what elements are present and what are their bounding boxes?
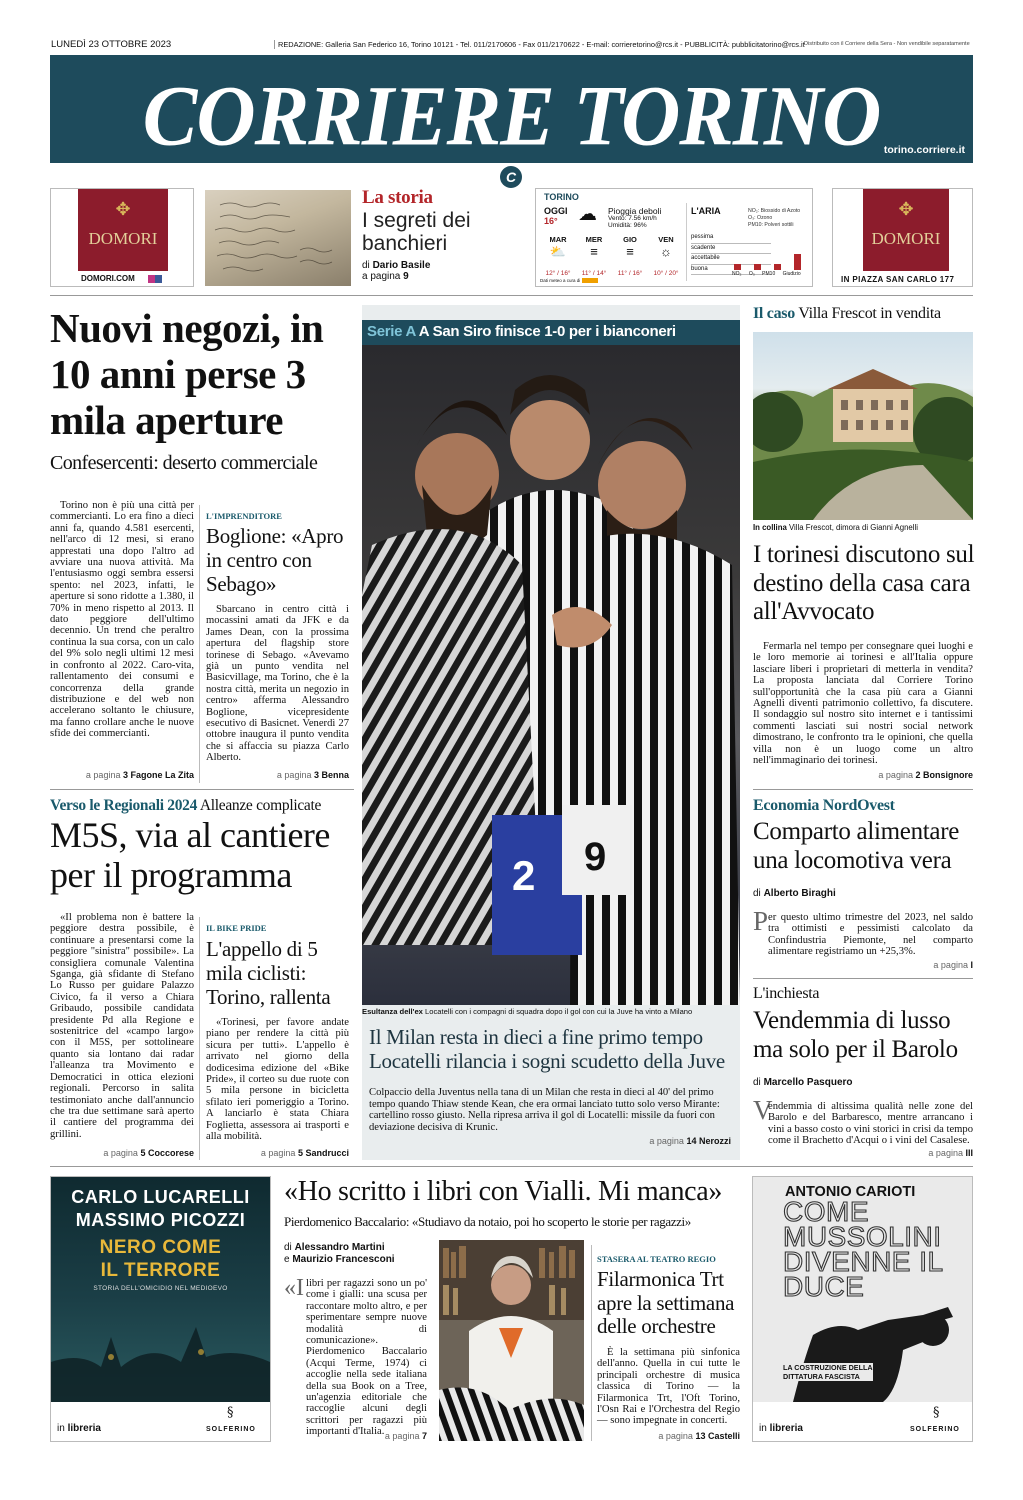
serie-a-body: Colpaccio della Juventus nella tana di un Milan che resta in dieci al 40' del primo tempo quando Thiaw stende Kean, che era ormai lanciato tutto solo verso Mirante: cartellino rosso giusto. Nella ripresa arriva il gol di Locatelli: missile da fuori con deviazione decisiva di Krunic. xyxy=(369,1087,720,1133)
weather-box xyxy=(535,188,813,287)
negozi-subtitle: Confesercenti: deserto commerciale xyxy=(50,452,318,474)
forecast-mer: MER ≡ 11° / 14° xyxy=(576,235,612,277)
book-right-in-libreria: in libreria xyxy=(759,1423,803,1434)
frescot-caption: In collina Villa Frescot, dimora di Gianni Agnelli xyxy=(753,523,918,532)
vendemmia-headline[interactable]: Vendemmia di lusso ma solo per il Barolo xyxy=(753,1007,958,1063)
filarmonica-kicker: STASERA AL TEATRO REGIO xyxy=(597,1254,716,1264)
economia-kicker: Economia NordOvest xyxy=(753,797,895,814)
domori-brand: DOMORI xyxy=(871,229,941,248)
book-left-title2: IL TERRORE xyxy=(100,1260,221,1281)
economia-dropcap: P xyxy=(753,906,769,936)
la-storia-byline: di Dario Basile a pagina 9 xyxy=(362,260,431,282)
website-link[interactable]: torino.corriere.it xyxy=(883,144,965,156)
redazione-info: REDAZIONE: Galleria San Federico 16, Torino 10121 - Tel. 011/2170606 - Fax 011/2170622 - E-mail: corrieretorino@rcs.it - PUBBLICITÀ: pubblicitatorino@rcs.it xyxy=(274,40,805,49)
book-right-subtitle: LA COSTRUZIONE DELLA DITTATURA FASCISTA xyxy=(783,1363,873,1381)
domori-right-caption: IN PIAZZA SAN CARLO 177 xyxy=(841,275,955,284)
m5s-headline[interactable]: M5S, via al cantiere per il programma xyxy=(50,815,330,895)
book-right-cover-art xyxy=(753,1295,972,1402)
weather-city: TORINO xyxy=(544,192,579,202)
distribution-note: Distribuito con il Corriere della Sera - Non vendibile separatamente xyxy=(804,41,970,47)
book-ad-left[interactable] xyxy=(50,1176,271,1442)
economia-byline: di Alberto Biraghi xyxy=(753,888,836,899)
air-bar-o3 xyxy=(754,264,761,270)
vialli-body: libri per ragazzi sono un po' come i gialli: una scusa per raccontare molto altro, e per sperimentare sempre nuove modalità di comunicazione». Pierdomenico Baccalario (Acqui Terme, 1974) ci accoglie nella sede italiana della sua Book on a Tree, un'agenzia editoriale che raccoglie alcuni degli scrittori per ragazzi più importanti d'Italia. xyxy=(306,1278,427,1438)
filarmonica-title[interactable]: Filarmonica Trt apre la settimana delle orchestre xyxy=(597,1267,735,1338)
weather-wind: Vento: 7.56 km/h xyxy=(608,215,657,222)
domori-brand: DOMORI xyxy=(88,229,158,248)
forecast-gio: GIO ≡ 11° / 16° xyxy=(612,235,648,277)
book-left-author1: CARLO LUCARELLI xyxy=(71,1187,250,1207)
vialli-subtitle: Pierdomenico Baccalario: «Studiavo da notaio, poi ho scoperto le storie per ragazzi» xyxy=(284,1214,691,1229)
negozi-ref[interactable]: a pagina 3 Fagone La Zita xyxy=(85,770,194,780)
boglione-title[interactable]: Boglione: «Apro in centro con Sebago» xyxy=(206,524,344,596)
book-right-author: ANTONIO CARIOTI xyxy=(785,1184,916,1200)
bike-ref[interactable]: a pagina 5 Sandrucci xyxy=(260,1148,349,1158)
weather-humidity: Umidità: 96% xyxy=(608,222,647,229)
vialli-dropcap: «I xyxy=(284,1275,304,1301)
air-axis: NO₂ O₃ PM10 Giudizio xyxy=(732,271,801,277)
rain-cloud-icon: ☁ xyxy=(578,204,597,225)
social-icons xyxy=(148,275,162,283)
air-bar-no2 xyxy=(734,264,741,270)
vialli-byline: di Alessandro Martini e Maurizio Francesconi xyxy=(284,1242,395,1265)
economia-headline[interactable]: Comparto alimentare una locomotiva vera xyxy=(753,818,960,874)
domori-emblem-icon: ✥ xyxy=(898,199,914,220)
book-left-subtitle: STORIA DELL'OMICIDIO NEL MEDIOEVO xyxy=(93,1285,228,1292)
m5s-kicker: Verso le Regionali 2024 Alleanze complicate xyxy=(50,797,322,814)
forecast-ven: VEN ☼ 10° / 20° xyxy=(648,235,684,277)
frescot-headline[interactable]: I torinesi discutono sul destino della casa cara all'Avvocato xyxy=(753,541,975,625)
serie-a-kicker: Serie A A San Siro finisce 1-0 per i bianconeri xyxy=(367,323,676,340)
domori-site: DOMORI.COM xyxy=(81,274,135,283)
m5s-ref[interactable]: a pagina 5 Coccorese xyxy=(103,1148,194,1158)
book-left-title1: NERO COME xyxy=(99,1237,222,1258)
frescot-body: Fermarla nel tempo per consegnare quei luoghi e le loro memorie ai torinesi e all'Italia oppure lasciare liberi i proprietari di metterla in vendita? La proposta lanciata dal Corriere Torino sull'opportunità che la casa più cara a Gianni Agnelli diventi patrimonio collettivo, fa discutere. Il sondaggio sul nostro sito internet e i tantissimi commenti lasciati sui nostri social network dimostrano, le confronto tra le opinioni, che quella villa non è un luogo come un altro nell'immaginario dei torinesi. xyxy=(753,641,973,767)
serie-a-headline[interactable]: Il Milan resta in dieci a fine primo tempo Locatelli rilancia i sogni scudetto della Juve xyxy=(369,1025,725,1073)
economia-body: er questo ultimo trimestre del 2023, nel saldo tra ottimisti e pessimisti calcolato da Confindustria Piemonte, nel comparto alimentare registriamo un +25,3%. xyxy=(768,912,973,958)
manuscript-photo xyxy=(205,190,351,286)
sun-icon: ☼ xyxy=(660,244,672,259)
weather-today-label: OGGI xyxy=(544,206,568,216)
m5s-body: «Il problema non è battere la peggiore destra possibile, è continuare a presentarsi come la peggiore "sinistra" possibile». La consigliera comunale Valentina Sganga, già sfidante di Stefano Lo Russo per guidare Palazzo Civico, fa il verso a Chiara Gribaudo, possibile candidata presidente Pd alla Regione e sostenitrice del «campo largo» con il M5S, per sottolineare quanto sia lontano dai radar l'alleanza tra Movimento e Democratici in ottica elezioni regionali. Percorso in salita testimoniato anche dall'annuncio che tra due settimane sarà aperto il cantiere del programma dei grillini. xyxy=(50,912,194,1140)
vendemmia-ref[interactable]: a pagina III xyxy=(928,1148,973,1158)
negozi-body: Torino non è più una città per commercianti. Lo era fino a dieci anni fa, quando 4.581 esercenti, nell'arco di 12 mesi, si erano apprestati una dopo l'altro ad avviare una nuova attività. Ma l'entusiasmo oggi sembra essersi spento: nel 2023, infatti, le aperture si sono ridotte a 1.380, il 70% in meno rispetto al 2013. Il dato peggiore dell'ultimo decennio. Un trend che peraltro continua la sua corsa, con un calo del 9% solo negli ultimi 12 mesi in confronto al 2022. Caro-vita, rallentamento dei consumi e concorrenza della grande distribuzione e del web non accelerano soltanto le chiusure, ma fanno crollare anche le nuove sfide dei commercianti. xyxy=(50,500,194,740)
masthead xyxy=(50,55,973,163)
corriere-logo-icon: C xyxy=(500,166,522,188)
vialli-headline[interactable]: «Ho scritto i libri con Vialli. Mi manca» xyxy=(284,1176,723,1207)
vendemmia-kicker: L'inchiesta xyxy=(753,985,820,1002)
domori-ad-left[interactable] xyxy=(50,188,194,287)
vendemmia-byline: di Marcello Pasquero xyxy=(753,1077,853,1088)
book-left-author2: MASSIMO PICOZZI xyxy=(75,1210,246,1230)
bike-title[interactable]: L'appello di 5 mila ciclisti: Torino, rallenta xyxy=(206,937,331,1009)
book-right-title: COME MUSSOLINI DIVENNE IL DUCE xyxy=(783,1196,943,1302)
frescot-kicker: Il caso Villa Frescot in vendita xyxy=(753,305,941,322)
solferino-logo-icon: § xyxy=(933,1405,940,1420)
domori-ad-right[interactable] xyxy=(832,188,973,287)
book-left-cover-art xyxy=(51,1297,270,1402)
solferino-logo-icon: § xyxy=(227,1405,234,1420)
baccalario-photo xyxy=(439,1240,584,1441)
air-levels: pessima scadente accettabile buona xyxy=(691,233,771,275)
serie-a-ref[interactable]: a pagina 14 Nerozzi xyxy=(649,1136,731,1146)
date-line: LUNEDÌ 23 OTTOBRE 2023 xyxy=(51,39,172,50)
air-title: L'ARIA xyxy=(691,206,721,216)
svg-text:2: 2 xyxy=(512,852,536,899)
weather-credit: Dati meteo a cura di xyxy=(540,278,598,283)
frescot-ref[interactable]: a pagina 2 Bonsignore xyxy=(878,770,973,780)
filarmonica-ref[interactable]: a pagina 13 Castelli xyxy=(658,1431,740,1441)
forecast-mar: MAR ⛅ 12° / 16° xyxy=(540,235,576,277)
bike-body: «Torinesi, per favore andate piano per rendere la città più sicura per tutti». L'appello è arrivato nel giorno della dodicesima edizione del «Bike Pride», il corteo su due ruote con 5 mila persone in bicicletta sfilato ieri pomeriggio a Torino. A lanciarlo è stata Chiara Foglietta, assessora ai trasporti e alla mobilità. xyxy=(206,1017,349,1143)
vendemmia-body: endemmia di altissima qualità nelle zone del Barolo e del Barbaresco, mentre arrancano i vini a basso costo o vini storici in crisi da tempo come il Brachetto d'Acqui o i vini del Casalese. xyxy=(768,1101,973,1147)
sun-cloud-icon: ⛅ xyxy=(549,244,567,259)
juventus-celebration-photo xyxy=(362,345,740,1005)
book-left-in-libreria: in libreria xyxy=(57,1423,101,1434)
vendemmia-dropcap: V xyxy=(753,1095,773,1125)
weather-today-desc: Pioggia deboli xyxy=(608,206,662,216)
book-right-publisher: SOLFERINO xyxy=(910,1426,960,1433)
serie-a-caption: Esultanza dell'ex Locatelli con i compagni di squadra dopo il gol con cui la Juve ha vinto a Milano xyxy=(362,1007,693,1016)
air-bar-pm10 xyxy=(774,264,781,270)
domori-emblem-icon: ✥ xyxy=(115,199,131,220)
villa-frescot-photo xyxy=(753,332,973,520)
book-left-publisher: SOLFERINO xyxy=(206,1426,256,1433)
book-ad-right[interactable] xyxy=(752,1176,973,1442)
boglione-body: Sbarcano in centro città i mocassini amati da JFK e da James Dean, con la prossima apertura del flagship store torinese di Sebago. «Avevamo già un punto vendita nel Basicvillage, ma Torino, che è la nostra città, merita un negozio in centro» afferma Alessandro Boglione, vicepresidente esecutivo di Basicnet. Venerdì 27 ottobre inaugura il punto vendita che si affaccia su piazza Carlo Alberto. xyxy=(206,604,349,764)
masthead-title: CORRIERE TORINO xyxy=(142,67,881,164)
boglione-ref[interactable]: a pagina 3 Benna xyxy=(276,770,349,780)
air-bar-giudizio xyxy=(794,254,801,270)
bike-kicker: IL BIKE PRIDE xyxy=(206,923,267,933)
fog-icon: ≡ xyxy=(626,244,634,259)
la-storia-kicker: La storia xyxy=(362,187,433,208)
economia-ref[interactable]: a pagina I xyxy=(933,960,973,970)
air-legend: NO₂: Biossido di Azoto O₃: Ozono PM10: Polveri sottili xyxy=(748,208,801,228)
weather-today-temp: 16° xyxy=(544,216,558,226)
filarmonica-body: È la settimana più sinfonica dell'anno. Quella in cui tutte le principali orchestre di musica classica di Torino — la Filarmonica Trt, l'Oft Torino, l'Osn Rai e l'Orchestra del Regio — sono impegnate in concerti. xyxy=(597,1347,740,1427)
boglione-kicker: L'IMPRENDITORE xyxy=(206,511,282,521)
negozi-headline[interactable]: Nuovi negozi, in 10 anni perse 3 mila aperture xyxy=(50,305,324,443)
vialli-ref[interactable]: a pagina 7 xyxy=(384,1431,427,1441)
svg-text:9: 9 xyxy=(584,835,607,879)
fog-icon: ≡ xyxy=(590,244,598,259)
la-storia-title[interactable]: I segreti dei banchieri xyxy=(362,209,471,255)
